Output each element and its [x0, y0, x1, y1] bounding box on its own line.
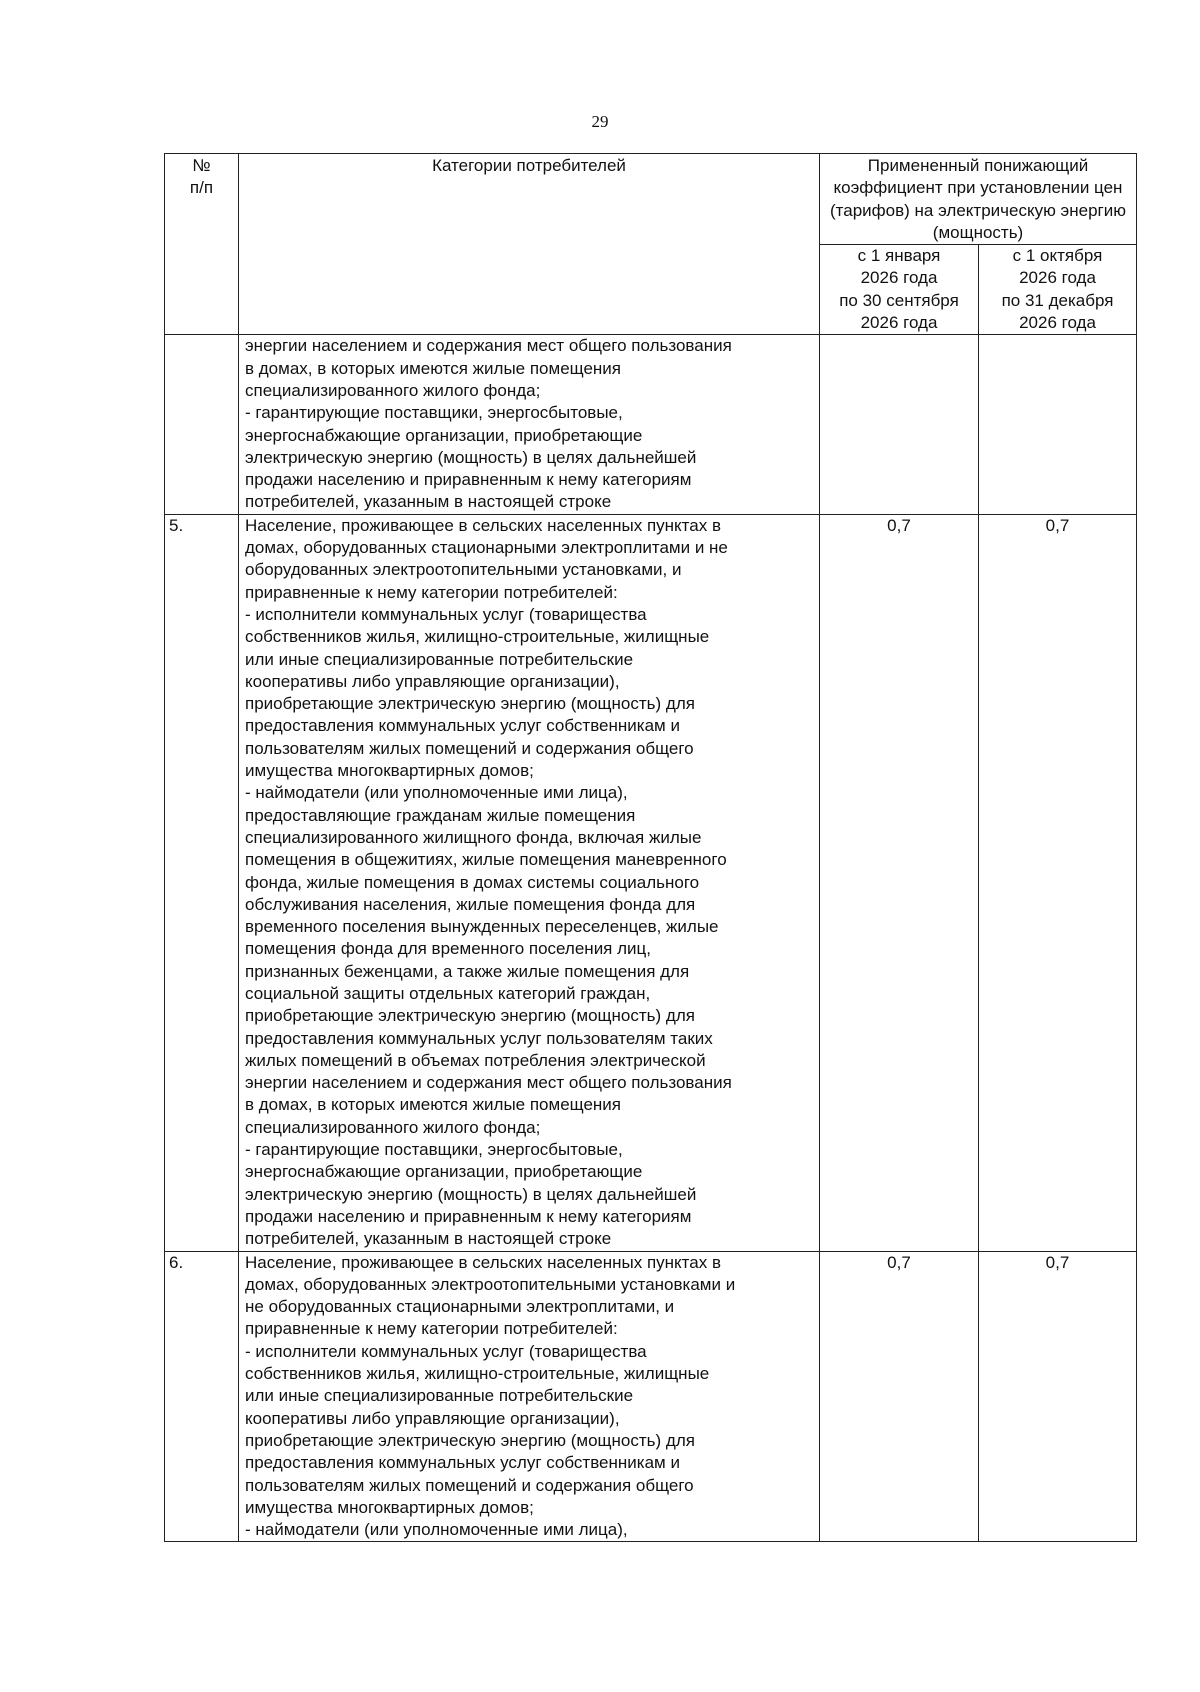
row-category-text: энергии населением и содержания мест общего пользования в домах, в которых имеются жилые помещения специализированного жилого фонда; - гарантирующие поставщики, энергосбытовые, энергоснабжающие организации, приобретающие электрическую энергию (мощность) в целях дальнейшей продажи населению и приравненным к нему категориям потребителей, указанным в настоящей строке [239, 335, 820, 514]
page-number: 29 [591, 112, 609, 131]
tariff-coefficient-table [164, 153, 1137, 1542]
row-number [165, 335, 239, 514]
row-number: 6. [165, 1251, 239, 1542]
row-category-text: Население, проживающее в сельских населенных пунктах в домах, оборудованных стационарными электроплитами и не оборудованных электроотопительными установками, и приравненные к нему категории потребителей: - исполнители коммунальных услуг (товарищества собственников жилья, жилищно-строительные, жилищные или иные специализированные потребительские кооперативы либо управляющие организации), приобретающие электрическую энергию (мощность) для предоставления коммунальных услуг собственникам и пользователям жилых помещений и содержания общего имущества многоквартирных домов; - наймодатели (или уполномоченные ими лица), предоставляющие гражданам жилые помещения специализированного жилищного фонда, включая жилые помещения в общежитиях, жилые помещения маневренного фонда, жилые помещения в домах системы социального обслуживания населения, жилые помещения фонда для временного поселения вынужденных переселенцев, жилые помещения фонда для временного поселения лиц, признанных беженцами, а также жилые помещения для социальной защиты отдельных категорий граждан, приобретающие электрическую энергию (мощность) для предоставления коммунальных услуг пользователям таких жилых помещений в объемах потребления электрической энергии населением и содержания мест общего пользования в домах, в которых имеются жилые помещения специализированного жилого фонда; - гарантирующие поставщики, энергосбытовые, энергоснабжающие организации, приобретающие электрическую энергию (мощность) в целях дальнейшей продажи населению и приравненным к нему категориям потребителей, указанным в настоящей строке [239, 514, 820, 1251]
header-period-1: с 1 января 2026 года по 30 сентября 2026 года [820, 245, 979, 335]
header-period-2: с 1 октября 2026 года по 31 декабря 2026 года [979, 245, 1137, 335]
row-value-period-2 [979, 335, 1137, 514]
header-category: Категории потребителей [239, 154, 820, 335]
row-number: 5. [165, 514, 239, 1251]
row-value-period-1 [820, 335, 979, 514]
row-value-period-2: 0,7 [979, 514, 1137, 1251]
header-coefficient: Примененный понижающий коэффициент при установлении цен (тарифов) на электрическую энергию (мощность) [820, 154, 1137, 245]
row-value-period-1: 0,7 [820, 1251, 979, 1542]
row-value-period-1: 0,7 [820, 514, 979, 1251]
row-category-text: Население, проживающее в сельских населенных пунктах в домах, оборудованных электроотопительными установками и не оборудованных стационарными электроплитами, и приравненные к нему категории потребителей: - исполнители коммунальных услуг (товарищества собственников жилья, жилищно-строительные, жилищные или иные специализированные потребительские кооперативы либо управляющие организации), приобретающие электрическую энергию (мощность) для предоставления коммунальных услуг собственникам и пользователям жилых помещений и содержания общего имущества многоквартирных домов; - наймодатели (или уполномоченные ими лица), [239, 1251, 820, 1542]
table-row [165, 1251, 1137, 1542]
table-row [165, 514, 1137, 1251]
table-header-row [165, 154, 1137, 245]
header-num: № п/п [165, 154, 239, 335]
row-value-period-2: 0,7 [979, 1251, 1137, 1542]
table-row [165, 335, 1137, 514]
